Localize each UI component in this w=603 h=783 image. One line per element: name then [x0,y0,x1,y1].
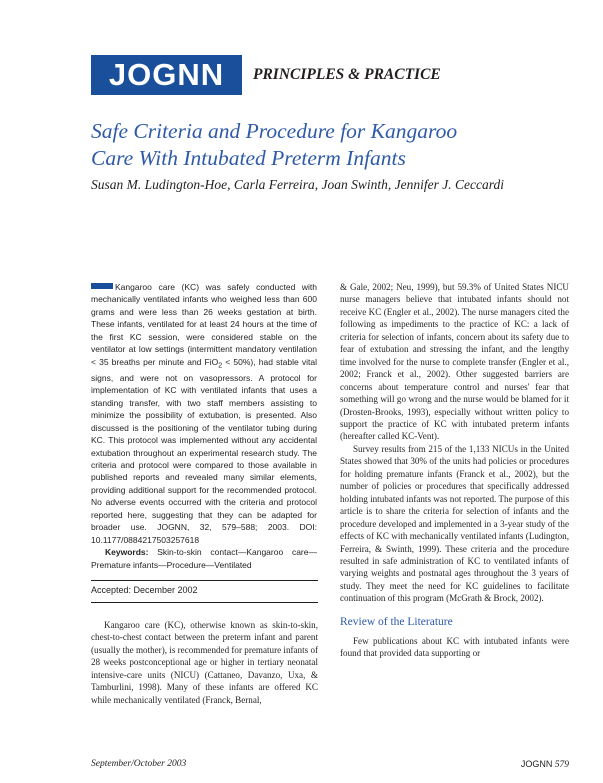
body-column-left [91,619,318,706]
accepted-rule-top [91,580,318,581]
body-paragraph: Few publications about KC with intubated infants were found that provided data supporting or [340,635,569,659]
title-line-1: Safe Criteria and Procedure for Kangaroo [91,119,458,143]
abstract [91,281,317,571]
author-list: Susan M. Ludington-Hoe, Carla Ferreira, Joan Swinth, Jennifer J. Ceccardi [91,177,504,192]
body-paragraph: & Gale, 2002; Neu, 1999), but 59.3% of United States NICU nurse managers believe that intubated infants should not receive KC (Engler et al., 2002). The nurse managers cited the following as impediments to the practice of KC: a lack of criteria for selection of infants, concern about its safety due to fear of extubation and stressing the infant, and the lengthy time involved for the nurse to complete transfer (Engler et al., 2002; Franck et al., 2002). Other suggested barriers are concerns about temperature control and nurses' fear that something will go wrong and the nurse would be blamed for it (Drosten-Brooks, 1993), especially without written policy to support the practice of KC with intubated preterm infants (hereafter called KC-Vent). [340,282,569,442]
abstract-citation: JOGNN, 32, 579–588; 2003. DOI: 10.1177/0884217503257618 [91,522,317,545]
title-line-2: Care With Intubated Preterm Infants [91,146,406,170]
journal-logo: JOGNN [91,55,242,95]
keywords-label: Keywords: [105,547,149,558]
abstract-subscript: 2 [218,361,223,370]
abstract-text-part-2: < 50%), had stable vital signs, and were not on vasopressors. A protocol for implementation of KC with ventilated infants that uses a standing transfer, with two staff members assisting to minimize the possibility of extubation, is presented. Also discussed is the positioning of the ventilator tubing during KC. This protocol was implemented without any accidental extubation throughout an experimental research study. The criteria and protocol were compared to those available in published reports and revealed many similar elements, providing additional support for the recommended protocol. No adverse events occurred with the criteria and protocol reported here, suggesting that they can be adapted for broader use. [91,356,317,533]
footer-issue: September/October 2003 [91,759,187,769]
section-heading: Review of the Literature [340,615,453,628]
abstract-marker [91,283,113,289]
article-title [91,118,561,172]
footer-journal: JOGNN [520,759,553,769]
accepted-date: Accepted: December 2002 [91,585,198,595]
abstract-text-part-1: Kangaroo care (KC) was safely conducted with mechanically ventilated infants who weighed less than 600 grams and were less than 26 weeks gestation at birth. These infants, ventilated for at least 24 hours at the time of the first KC session, were considered stable on the ventilator at low settings (intermittent mandatory ventilation < 35 breaths per minute and FiO [91,282,317,367]
body-paragraph: Survey results from 215 of the 1,133 NICUs in the United States showed that 30% of the units had policies or procedures for holding premature infants (Franck et al., 2002), but the number of policies or procedures that specifically addressed holding intubated infants was not reported. The purpose of this article is to share the criteria for selection of infants and the procedure developed and implemented in a 3-year study of the effects of KC with mechanically ventilated infants (Ludington, Ferreira, & Swinth, 1999). These criteria and the procedure resulted in safe administration of KC to ventilated infants of varying weights and postnatal ages throughout the 3 years of study. They meet the need for KC guidelines to facilitate continuation of this program (McGrath & Brock, 2002). [340,443,569,604]
accepted-rule-bottom [91,602,318,603]
abstract-text [91,281,317,546]
page-number: 579 [554,760,569,770]
keywords-list: Skin-to-skin contact—Kangaroo care—Premature infants—Procedure—Ventilated [91,547,317,570]
keywords [91,546,317,571]
section-label: PRINCIPLES & PRACTICE [253,66,441,83]
body-paragraph: Kangaroo care (KC), otherwise known as skin-to-skin, chest-to-chest contact between the preterm infant and parent (usually the mother), is recommended for premature infants of 28 weeks postconceptional age or higher in tertiary neonatal intensive-care units (NICU) (Cattaneo, Davanzo, Uxa, & Tamburlini, 1998). Many of these infants are offered KC while mechanically ventilated (Franck, Bernal, [91,620,319,705]
body-column-right [340,281,569,660]
footer-page [521,759,569,770]
